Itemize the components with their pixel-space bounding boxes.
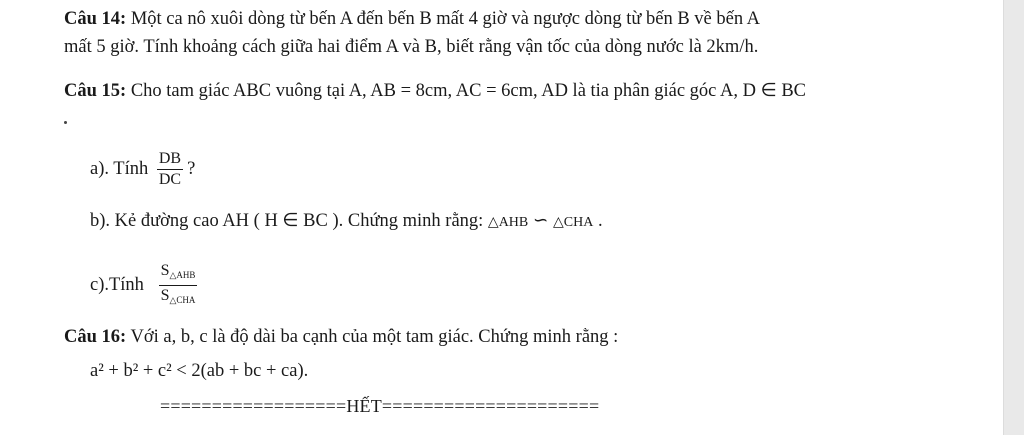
q15a-prefix: a). Tính	[90, 158, 149, 179]
q14-text-2: mất 5 giờ. Tính khoảng cách giữa hai điểm A và B, biết rằng vận tốc của dòng nước là 2km/h.	[64, 37, 759, 57]
q15b-line	[90, 210, 603, 234]
q14-line-2	[64, 36, 758, 58]
q14-line-1	[64, 8, 760, 30]
similar-symbol: ∽	[528, 211, 554, 231]
area-sub-top: △AHB	[169, 270, 196, 280]
area-numerator	[159, 262, 198, 286]
q15-line	[64, 80, 806, 102]
fraction-numerator: DB	[157, 150, 183, 170]
q15a-suffix: ?	[187, 158, 196, 179]
q15a-line	[90, 150, 195, 189]
triangle-cha: △CHA	[553, 215, 594, 230]
q14-label: Câu 14:	[64, 9, 127, 29]
q15b-end: .	[593, 211, 603, 231]
end-marker: ==================HẾT=====================	[160, 396, 600, 416]
page-edge	[1003, 0, 1024, 435]
q16-formula	[90, 360, 308, 382]
area-denominator	[159, 286, 198, 309]
q14-text-1: Một ca nô xuôi dòng từ bến A đến bến B mất 4 giờ và ngược dòng từ bến B về bến A	[130, 9, 761, 29]
q15-label: Câu 15:	[64, 81, 127, 101]
q16-label: Câu 16:	[64, 327, 127, 347]
area-sub-bottom: △CHA	[169, 295, 196, 305]
fraction-denominator: DC	[158, 171, 182, 188]
q15c-line	[90, 262, 201, 309]
area-s-bottom: S	[160, 287, 170, 304]
q16-line	[64, 326, 618, 348]
q15-text: Cho tam giác ABC vuông tại A, AB = 8cm, AC = 6cm, AD là tia phân giác góc A, D ∈ BC	[130, 81, 806, 101]
q15c-prefix: c).Tính	[90, 274, 144, 295]
fraction-area-ratio	[159, 262, 198, 309]
q16-formula-text: a² + b² + c² < 2(ab + bc + ca).	[90, 361, 309, 381]
fraction-db-dc	[157, 150, 183, 189]
triangle-ahb: △AHB	[487, 215, 529, 230]
q16-text: Với a, b, c là độ dài ba cạnh của một tam giác. Chứng minh rằng :	[130, 327, 619, 347]
stray-dot	[64, 121, 67, 124]
area-s-top: S	[160, 262, 170, 279]
q15b-text: b). Kẻ đường cao AH ( H ∈ BC ). Chứng minh rằng:	[90, 211, 488, 231]
